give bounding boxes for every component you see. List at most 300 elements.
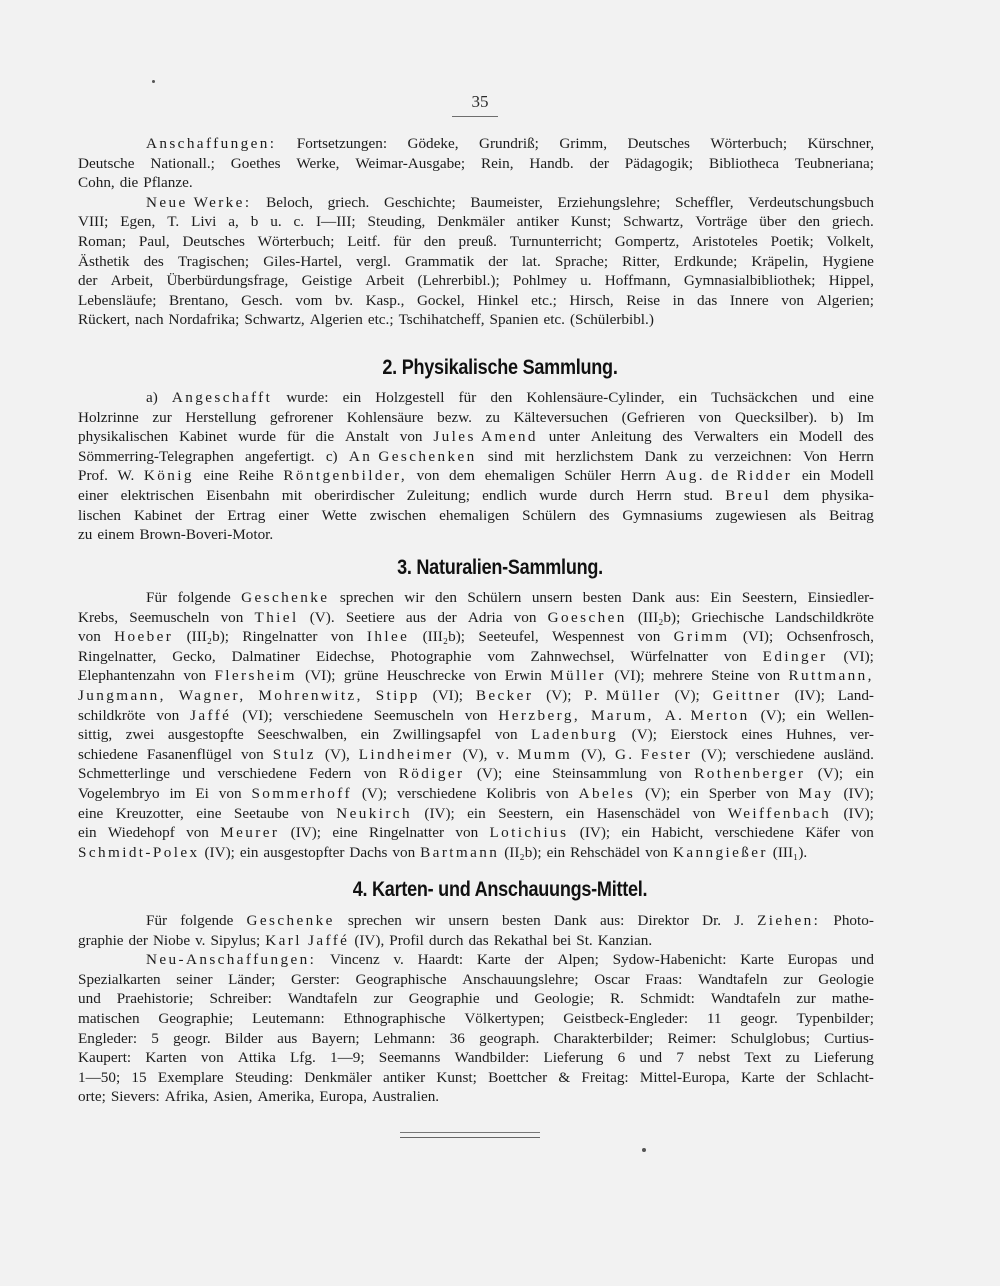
word: a)	[146, 389, 158, 406]
word: Eisenbahn	[206, 486, 270, 504]
word: Würfelnatter	[630, 647, 708, 665]
word: Gompertz,	[614, 232, 680, 250]
word: Paul,	[138, 232, 170, 250]
word: Gerster:	[290, 970, 340, 988]
word: Asien,	[213, 1088, 253, 1106]
word: Ethnographische	[343, 1009, 446, 1027]
word: (III₁).	[772, 843, 808, 861]
word: Käfer	[805, 824, 840, 842]
word: Schulglobus;	[730, 1029, 810, 1047]
word: Denkmäler	[437, 213, 505, 231]
word: Wörterbuch;	[710, 135, 788, 152]
word: Deutsches	[627, 135, 690, 152]
word: Lfg.	[290, 1049, 316, 1067]
word: ausgestopfter	[263, 843, 345, 861]
word: der	[589, 154, 609, 172]
word: Völkertypen;	[464, 1009, 545, 1027]
word: Cohn,	[78, 174, 115, 192]
word: des	[662, 428, 683, 446]
word: von	[330, 628, 354, 646]
emphasized-name: Jungmann,	[78, 686, 166, 704]
word: (V);	[476, 765, 503, 783]
word: Steuding,	[367, 213, 426, 231]
word: Fortsetzungen:	[296, 135, 388, 152]
word: Lieferung	[543, 1049, 604, 1067]
word: Charakterbilder;	[553, 1029, 654, 1047]
emphasized-name: Sommerhoff	[251, 784, 352, 802]
word: schildkröte	[78, 706, 146, 724]
word: der	[195, 506, 215, 524]
text-line	[78, 608, 874, 628]
emphasized-name: Meurer	[220, 824, 280, 842]
word: Seetiere	[345, 608, 395, 626]
emphasized-name: May	[798, 784, 834, 802]
word: Quecksilber).	[734, 408, 818, 426]
word: (VI);	[742, 628, 774, 646]
emphasized-name: Mohrenwitz,	[258, 686, 363, 704]
word: Sipylus;	[210, 931, 261, 949]
word: Reise	[626, 291, 661, 309]
emphasized-name: Bartmann	[420, 843, 500, 861]
natural-history-collection-paragraph	[78, 588, 874, 862]
word: Rein,	[481, 154, 514, 172]
word: Gödeke,	[407, 135, 459, 152]
word: Goethes	[230, 154, 281, 172]
emphasized-name: Breul	[725, 486, 771, 504]
word: 11	[706, 1009, 722, 1027]
word: Zuleitung;	[406, 486, 470, 504]
word: Zahnwechsel,	[530, 647, 615, 665]
emphasized-name: Jaffé	[190, 706, 232, 724]
text-line	[78, 271, 874, 291]
word: Niobe	[152, 931, 191, 949]
word: zur	[152, 408, 172, 426]
word: Herstellung	[185, 408, 257, 426]
text-line	[78, 647, 874, 667]
word: Seeteufel,	[478, 628, 539, 646]
word: von	[240, 745, 264, 763]
word: Lieferung	[813, 1049, 874, 1067]
word: Schwartz,	[244, 311, 305, 329]
word: b	[250, 213, 259, 231]
emphasized-name: Rothenberger	[694, 765, 806, 783]
word: vergl.	[356, 252, 391, 270]
word: Kunst;	[570, 213, 612, 231]
word: eine	[332, 824, 358, 842]
word: Steuding:	[234, 1068, 294, 1086]
word: (III₂b);	[422, 628, 465, 646]
word: Geologie;	[534, 990, 595, 1008]
word: Gesch.	[241, 291, 283, 309]
word: endlich	[482, 486, 527, 504]
word: Seeschwalben,	[257, 726, 348, 744]
word: (VI);	[614, 667, 645, 685]
word: antiker	[516, 213, 559, 231]
emphasized-name: Flersheim	[214, 667, 297, 685]
word: ein	[360, 726, 380, 744]
word: (V);	[361, 784, 388, 802]
word: von	[781, 291, 805, 309]
word: Sievers:	[110, 1088, 160, 1106]
word: Hippel,	[828, 272, 874, 290]
word: Spezialkarten	[78, 970, 161, 988]
word: (III₂b);	[637, 608, 681, 626]
word: (IV);	[794, 686, 825, 704]
word: (V),	[324, 745, 350, 763]
word: einer	[278, 506, 309, 524]
word: geograph.	[479, 1029, 540, 1047]
word: Karte	[740, 1068, 775, 1086]
word: Nordafrika;	[168, 311, 240, 329]
word: von	[723, 647, 747, 665]
word: und	[78, 990, 101, 1008]
text-line	[78, 525, 874, 545]
word: Livi	[191, 213, 217, 231]
word: Prof.	[78, 467, 108, 485]
text-line	[78, 1068, 874, 1088]
word: des	[853, 428, 874, 446]
word: Seemuscheln	[129, 608, 210, 626]
word: Elephantenzahn	[78, 667, 175, 685]
word: mit	[524, 447, 545, 465]
word: geogr.	[173, 1029, 211, 1047]
word: Kaupert:	[78, 1049, 132, 1067]
word: (Lehrerbibl.);	[417, 272, 500, 290]
word: Kasp.,	[365, 291, 405, 309]
word: sprechen	[339, 589, 394, 606]
word: (V);	[645, 784, 671, 802]
word: ehemaligen	[484, 467, 555, 485]
maps-and-teaching-aids-paragraphs	[78, 911, 874, 1107]
word: lat.	[521, 252, 541, 270]
word: zugewiesen	[715, 506, 787, 524]
word: gefrorener	[269, 408, 334, 426]
word: von	[659, 765, 682, 783]
word: besten	[582, 589, 622, 606]
word: (V);	[674, 686, 700, 704]
word: ver-	[849, 726, 874, 744]
word: Leitf.	[347, 232, 381, 250]
word: (V);	[546, 686, 572, 704]
word: W.	[117, 467, 135, 485]
emphasized-name: Grimm	[673, 628, 730, 646]
word: und	[639, 1049, 663, 1067]
word: Pädagogik;	[624, 154, 694, 172]
word: c.	[293, 213, 305, 231]
word: Tragischen;	[177, 252, 250, 270]
text-line	[78, 706, 874, 726]
word: verzeichnen:	[714, 447, 792, 465]
word: Europa,	[319, 1088, 368, 1106]
word: Afrika,	[164, 1088, 209, 1106]
section-heading-physikalische-sammlung: 2. Physikalische Sammlung.	[382, 356, 618, 379]
word: Aristoteles	[692, 232, 758, 250]
emphasized-name: Röntgenbilder,	[283, 467, 408, 485]
word: Griechische	[691, 608, 764, 626]
word: ein	[467, 804, 486, 822]
text-line	[78, 134, 874, 154]
word: den	[490, 389, 513, 406]
text-line	[78, 911, 874, 931]
word: Beitrag	[829, 506, 874, 524]
word: Schülern	[522, 506, 577, 524]
text-line	[78, 506, 874, 526]
word: Kürschner,	[807, 135, 874, 152]
word: ein	[769, 428, 788, 446]
word: von	[765, 784, 789, 802]
word: der	[128, 931, 148, 949]
word: griech.	[327, 193, 370, 211]
word: Geschichte;	[384, 193, 456, 211]
word: Bilder	[224, 1029, 263, 1047]
word: Dank	[644, 447, 678, 465]
word: Ritter,	[622, 252, 660, 270]
word: und	[851, 951, 874, 969]
text-line	[78, 950, 874, 970]
word: Herrn	[620, 467, 656, 485]
word: Arbeit,	[110, 272, 154, 290]
word: Freitag:	[581, 1068, 629, 1086]
word: Ringelnatter,	[78, 647, 157, 665]
word: 36	[449, 1029, 465, 1047]
word: grüne	[343, 667, 379, 685]
word: Curtius-	[824, 1029, 874, 1047]
emphasized-name: Neue Werke:	[146, 193, 252, 211]
word: herzlichstem	[555, 447, 634, 465]
section-heading-naturalien-sammlung: 3. Naturalien-Sammlung.	[397, 556, 603, 579]
word: Anstalt	[344, 428, 389, 446]
emphasized-name: An Geschenken	[348, 447, 477, 465]
word: Geographie	[408, 990, 480, 1008]
word: von	[692, 804, 716, 822]
word: eine	[196, 804, 222, 822]
word: einer	[78, 486, 109, 504]
word: von	[637, 628, 661, 646]
word: Eierstock	[670, 726, 728, 744]
word: durch	[428, 931, 464, 949]
word: Seestern,	[498, 804, 554, 822]
word: Typenbilder;	[796, 1009, 874, 1027]
word: von	[78, 628, 101, 646]
text-line	[78, 804, 874, 824]
text-line	[78, 666, 874, 686]
word: und	[495, 990, 519, 1008]
text-line	[78, 1087, 874, 1107]
emphasized-name: Ihlee	[366, 628, 410, 646]
word: Gymnasiums	[622, 506, 703, 524]
word: bei	[552, 931, 572, 949]
word: ein	[796, 706, 816, 724]
word: Wandbilder:	[454, 1049, 530, 1067]
word: Überbürdungsfrage,	[166, 272, 289, 290]
word: Einsiedler-	[807, 589, 874, 606]
word: Steinsammlung	[552, 765, 647, 783]
word: von	[156, 706, 180, 724]
word: des	[143, 252, 164, 270]
word: Kohlensäure-Cylinder,	[526, 389, 665, 406]
word: 1—50;	[78, 1068, 121, 1086]
word: ausgestopfte	[167, 726, 244, 744]
word: Rehschädel	[570, 843, 641, 861]
section-heading-karten-und-anschauungs-mittel: 4. Karten- und Anschauungs-Mittel.	[352, 878, 648, 901]
word: Weimar-Ausgabe;	[355, 154, 466, 172]
word: Herrn	[838, 447, 874, 465]
text-line	[78, 784, 874, 804]
word: einem	[97, 526, 135, 544]
word: Algerien	[309, 311, 363, 329]
text-line	[78, 1048, 874, 1068]
word: Von	[803, 447, 828, 465]
word: Profil	[389, 931, 424, 949]
word: Poetik;	[770, 232, 814, 250]
emphasized-name: Geschenke	[246, 912, 335, 929]
word: Erdkunde;	[674, 252, 738, 270]
word: Dank	[553, 912, 587, 929]
word: Deutsches	[182, 232, 245, 250]
word: (VI);	[432, 686, 464, 704]
word: wir	[404, 589, 425, 606]
word: Engleder:	[78, 1029, 138, 1047]
word: von	[416, 467, 440, 485]
scan-speck	[642, 1148, 646, 1152]
text-line	[78, 1029, 874, 1049]
word: besten	[501, 912, 541, 929]
word: Seestern,	[741, 589, 798, 606]
word: (IV);	[204, 843, 235, 861]
word: Schwartz,	[623, 213, 684, 231]
word: für	[393, 232, 412, 250]
word: Direktor	[637, 912, 689, 929]
word: Gockel,	[416, 291, 465, 309]
word: Modell	[798, 428, 843, 446]
word: matischen	[78, 1009, 140, 1027]
word: Grimm,	[559, 135, 608, 152]
emphasized-name: Marum,	[590, 706, 654, 724]
text-line	[78, 745, 874, 765]
word: Grammatik	[405, 252, 475, 270]
emphasized-name: Becker	[475, 686, 534, 704]
emphasized-name: König	[143, 467, 194, 485]
word: angefertigt.	[245, 447, 315, 465]
word: Karte	[476, 951, 511, 969]
emphasized-name: Stulz	[272, 745, 316, 763]
word: Ei	[195, 784, 209, 802]
text-line	[78, 466, 874, 486]
word: von	[545, 784, 569, 802]
word: Praehistorie;	[116, 990, 194, 1008]
text-line	[78, 291, 874, 311]
word: Brentano,	[169, 291, 229, 309]
text-line	[78, 154, 874, 174]
page-number-underline	[452, 116, 498, 117]
word: den	[423, 232, 446, 250]
word: zwei	[125, 726, 155, 744]
word: von	[513, 608, 537, 626]
word: in	[672, 291, 685, 309]
emphasized-name: Aug. de Ridder	[665, 467, 793, 485]
word: Nationall.;	[150, 154, 215, 172]
emphasized-name: Abeles	[578, 784, 636, 802]
text-line	[78, 764, 874, 784]
word: Wandtafeln	[710, 990, 781, 1008]
word: Deutsche	[78, 154, 135, 172]
emphasized-name: Weiffenbach	[727, 804, 832, 822]
emphasized-name: A. Merton	[664, 706, 750, 724]
word: Australien.	[372, 1088, 440, 1106]
word: Erziehungslehre;	[557, 193, 661, 211]
word: u.	[270, 213, 282, 231]
word: und	[182, 765, 206, 783]
word: Attika	[237, 1049, 276, 1067]
word: Sömmerring-Telegraphen	[78, 447, 234, 465]
word: Europas	[787, 951, 838, 969]
word: von	[645, 843, 668, 861]
word: ein	[621, 824, 641, 842]
word: Im	[857, 408, 874, 426]
word: (Gefrieren	[621, 408, 685, 426]
word: verschiedene	[714, 824, 794, 842]
text-line	[78, 970, 874, 990]
word: mehrere	[652, 667, 703, 685]
word: für	[286, 428, 305, 446]
word: vom	[295, 291, 323, 309]
word: eine	[514, 765, 540, 783]
word: preuß.	[458, 232, 497, 250]
text-line	[78, 310, 874, 330]
word: R.	[610, 990, 625, 1008]
word: Wandtafeln	[698, 970, 768, 988]
word: von	[363, 765, 387, 783]
word: Ein	[710, 589, 732, 606]
text-line	[78, 408, 874, 428]
word: Denkmäler	[304, 1068, 372, 1086]
text-line	[78, 388, 874, 408]
word: Ästhetik	[78, 252, 130, 270]
word: die	[315, 428, 335, 446]
word: Huhnes,	[786, 726, 837, 744]
word: Geistbeck-Engleder:	[563, 1009, 689, 1027]
text-line	[78, 447, 874, 467]
word: Gecko,	[172, 647, 216, 665]
physics-collection-paragraph	[78, 388, 874, 545]
word: Pflanze.	[143, 174, 193, 192]
text-line	[78, 588, 874, 608]
word: Roman;	[78, 232, 127, 250]
word: Karten	[145, 1049, 187, 1067]
word: (III₂b);	[186, 628, 229, 646]
emphasized-name: Ziehen:	[757, 912, 821, 929]
word: zu	[485, 408, 500, 426]
emphasized-name: Stipp	[375, 686, 420, 704]
word: Lehmann:	[373, 1029, 436, 1047]
word: der	[437, 608, 457, 626]
word: (V);	[701, 745, 727, 763]
word: Boettcher	[488, 1068, 548, 1086]
word: Reihe	[238, 467, 274, 485]
word: b)	[830, 408, 844, 426]
word: Modell	[829, 467, 874, 485]
word: (Schülerbibl.)	[569, 311, 654, 329]
word: von	[183, 667, 207, 685]
word: Geographie;	[158, 1009, 234, 1027]
word: Geologie	[818, 970, 874, 988]
word: Hoffmann,	[604, 272, 671, 290]
word: von	[473, 667, 497, 685]
word: Heuschrecke	[386, 667, 466, 685]
word: ein	[680, 784, 699, 802]
word: antiker	[382, 1068, 426, 1086]
word: Brown-Boveri-Motor.	[139, 526, 274, 544]
